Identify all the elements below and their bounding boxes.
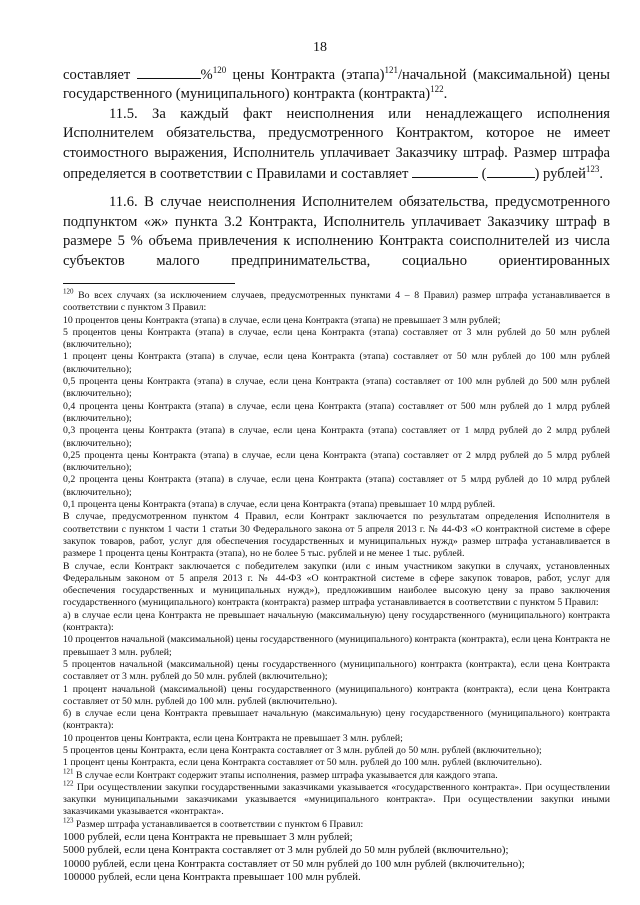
footnote-text: В случае, если Контракт заключается с победителем закупки (или с иным участником закупки в случаях, установленных Федеральным законом от 5 апреля 2013 г. № 44-ФЗ «О контрактной системе в сфере закупок товаров, работ, услуг для обеспечения государственных и муниципальных нужд»), предложившим наиболее высокую цену за право заключения государственного (муниципального) контракта (контракта) размер штрафа устанавливается в соответствии с пунктом 5 Правил: bbox=[63, 560, 610, 609]
footnote-separator bbox=[63, 283, 235, 284]
footnote-ref-120: 120 bbox=[212, 65, 227, 76]
footnote-line bbox=[63, 767, 610, 782]
footnote-line bbox=[63, 511, 610, 560]
footnote-line bbox=[63, 376, 610, 401]
footnote-number: 123 bbox=[63, 816, 74, 825]
footnote-text: При осуществлении закупки государственными заказчиками указывается «государственного контракта». При осуществлении закупки муниципальными заказчиками указывается «муниципального контракта». При осуществлении закупки иными заказчиками указывается «контракта». bbox=[63, 781, 610, 818]
footnote-line bbox=[63, 610, 610, 635]
footnote-line bbox=[63, 831, 610, 844]
footnote-line bbox=[63, 287, 610, 315]
footnote-number: 121 bbox=[63, 767, 74, 776]
footnote-text: 0,25 процента цены Контракта (этапа) в случае, если цена Контракта (этапа) составляет от 2 млрд рублей до 5 млрд рублей (включительно); bbox=[63, 449, 610, 474]
footnote-line bbox=[63, 858, 610, 871]
main-text bbox=[63, 64, 610, 271]
footnote-text: 10 процентов начальной (максимальной) цены государственного (муниципального) контракта (контракта), если цена Контракта не превышает 3 млн. рублей; bbox=[63, 634, 610, 658]
text-span: . bbox=[443, 86, 448, 103]
footnote-number: 122 bbox=[63, 779, 74, 788]
footnote-text: 0,2 процента цены Контракта (этапа) в случае, если цена Контракта (этапа) составляет от 5 млрд рублей до 10 млрд рублей (включительно); bbox=[63, 474, 610, 498]
footnote-text: 5000 рублей, если цена Контракта составляет от 3 млн рублей до 50 млн рублей (включительно); bbox=[63, 844, 509, 857]
footnote-line bbox=[63, 844, 610, 857]
footnote-line bbox=[63, 315, 610, 327]
footnote-text: 10 процентов цены Контракта, если цена Контракта не превышает 3 млн. рублей; bbox=[63, 732, 403, 744]
text-span: % bbox=[200, 67, 213, 83]
footnote-line bbox=[63, 474, 610, 499]
footnote-text: В случае если Контракт содержит этапы исполнения, размер штрафа указывается для каждого этапа. bbox=[73, 769, 498, 781]
footnote-text: 0,5 процента цены Контракта (этапа) в случае, если цена Контракта (этапа) составляет от 100 млн рублей до 500 млн рублей (включительно); bbox=[63, 376, 610, 400]
footnote-line bbox=[63, 659, 610, 684]
footnotes bbox=[63, 287, 610, 885]
paragraph-11-6: 11.6. В случае неисполнения Исполнителем обязательства, предусмотренного подпунктом «ж» пункта 3.2 Контракта, Исполнитель уплачивает Заказчику штраф в размере 5 % объема привлечения к исполнению Контракта соисполнителей из числа субъектов малого предпринимательства, социально ориентированных bbox=[63, 194, 610, 269]
footnote-text: Размер штрафа устанавливается в соответствии с пунктом 6 Правил: bbox=[73, 818, 364, 830]
footnote-text: 1 процент начальной (максимальной) цены государственного (муниципального) контракта (контракта), если цена Контракта составляет от 50 млн. рублей до 100 млн. рублей (включительно). bbox=[63, 683, 610, 707]
footnote-text: 10 процентов цены Контракта (этапа) в случае, если цена Контракта (этапа) не превышает 3 млн рублей; bbox=[63, 314, 501, 326]
footnote-text: 0,1 процента цены Контракта (этапа) в случае, если цена Контракта (этапа) превышает 10 млрд рублей. bbox=[63, 499, 496, 511]
paragraph-fine-rate bbox=[63, 64, 610, 105]
text-span: 11.5. За каждый факт неисполнения или ненадлежащего исполнения Исполнителем обязательства, предусмотренного Контрактом, которое не имеет стоимостного выражения, Исполнитель уплачивает Заказчику штраф. Размер штрафа определяется в соответствии с Правилами и составляет bbox=[63, 105, 610, 183]
text-span: ( bbox=[478, 166, 487, 183]
footnote-line bbox=[63, 450, 610, 475]
footnote-text: В случае, предусмотренном пунктом 4 Правил, если Контракт заключается по результатам определения Исполнителя в соответствии с пунктом 1 части 1 статьи 30 Федерального закона от 5 апреля 2013 г. № 44-ФЗ «О контрактной системе в сфере закупок товаров, работ, услуг для обеспечения государственных и муниципальных нужд» размер штрафа устанавливается в размере 1 процента цены Контракта (этапа), но не более 5 тыс. рублей и не менее 1 тыс. рублей. bbox=[63, 511, 610, 560]
blank-field-amount bbox=[412, 163, 478, 178]
footnote-line bbox=[63, 684, 610, 709]
footnote-text: 1 процент цены Контракта, если цена Контракта составляет от 50 млн. рублей до 100 млн. рублей (включительно). bbox=[63, 757, 542, 769]
footnote-line bbox=[63, 425, 610, 450]
footnote-line bbox=[63, 871, 610, 884]
footnote-text: 100000 рублей, если цена Контракта превышает 100 млн рублей. bbox=[63, 871, 361, 884]
footnote-ref-121: 121 bbox=[384, 65, 398, 76]
footnote-line bbox=[63, 401, 610, 426]
footnote-text: 1 процент цены Контракта (этапа) в случае, если цена Контракта (этапа) составляет от 50 млн рублей до 100 млн рублей (включительно); bbox=[63, 351, 610, 375]
footnote-line bbox=[63, 499, 610, 511]
text-span: ) рублей bbox=[534, 166, 586, 183]
text-span: составляет bbox=[63, 67, 131, 83]
footnote-text: 5 процентов цены Контракта, если цена Контракта составляет от 3 млн. рублей до 50 млн. рублей (включительно); bbox=[63, 744, 542, 756]
footnote-text: 0,3 процента цены Контракта (этапа) в случае, если цена Контракта (этапа) составляет от 1 млрд рублей до 2 млрд рублей (включительно); bbox=[63, 425, 610, 449]
text-span: . bbox=[599, 166, 604, 183]
paragraph-11-5 bbox=[63, 105, 610, 185]
footnote-text: б) в случае если цена Контракта превышает начальную (максимальную) цену государственного (муниципального) контракта (контракта): bbox=[63, 708, 610, 732]
text-span: /начальной (максимальной) цены государственного (муниципального) контракта (контракта) bbox=[63, 67, 610, 103]
footnote-line bbox=[63, 816, 610, 831]
footnote-line bbox=[63, 561, 610, 610]
footnote-text: 5 процентов цены Контракта (этапа) в случае, если цена Контракта (этапа) составляет от 3 млн рублей до 50 млн рублей (включительно); bbox=[63, 326, 610, 351]
footnote-ref-122: 122 bbox=[430, 84, 444, 95]
footnote-line bbox=[63, 351, 610, 376]
page-number: 18 bbox=[313, 40, 327, 55]
footnote-text: 1000 рублей, если цена Контракта не превышает 3 млн рублей; bbox=[63, 831, 353, 844]
footnote-number: 120 bbox=[63, 287, 74, 296]
footnote-text: а) в случае если цена Контракта не превышает начальную (максимальную) цену государственного (муниципального) контракта (контракта): bbox=[63, 609, 610, 634]
footnote-text: 5 процентов начальной (максимальной) цены государственного (муниципального) контракта (контракта), если цена Контракта составляет от 3 млн. рублей до 50 млн. рублей (включительно); bbox=[63, 658, 610, 683]
footnote-line bbox=[63, 708, 610, 733]
footnote-line bbox=[63, 327, 610, 352]
footnote-line bbox=[63, 733, 610, 745]
blank-field-percent bbox=[137, 64, 201, 79]
footnote-line bbox=[63, 757, 610, 769]
footnote-text: 0,4 процента цены Контракта (этапа) в случае, если цена Контракта (этапа) составляет от 500 млн рублей до 1 млрд рублей (включительно); bbox=[63, 400, 610, 424]
footnote-text: 10000 рублей, если цена Контракта составляет от 50 млн рублей до 100 млн рублей (включительно); bbox=[63, 857, 525, 870]
text-span: цены Контракта (этапа) bbox=[226, 67, 385, 83]
footnote-ref-123: 123 bbox=[585, 164, 600, 175]
blank-field-amount-words bbox=[487, 163, 535, 178]
footnote-line bbox=[63, 634, 610, 659]
footnote-line bbox=[63, 779, 610, 819]
footnote-text: Во всех случаях (за исключением случаев, предусмотренных пунктами 4 – 8 Правил) размер штрафа устанавливается в соответствии с пунктом 3 Правил: bbox=[63, 290, 610, 314]
footnote-line bbox=[63, 745, 610, 757]
